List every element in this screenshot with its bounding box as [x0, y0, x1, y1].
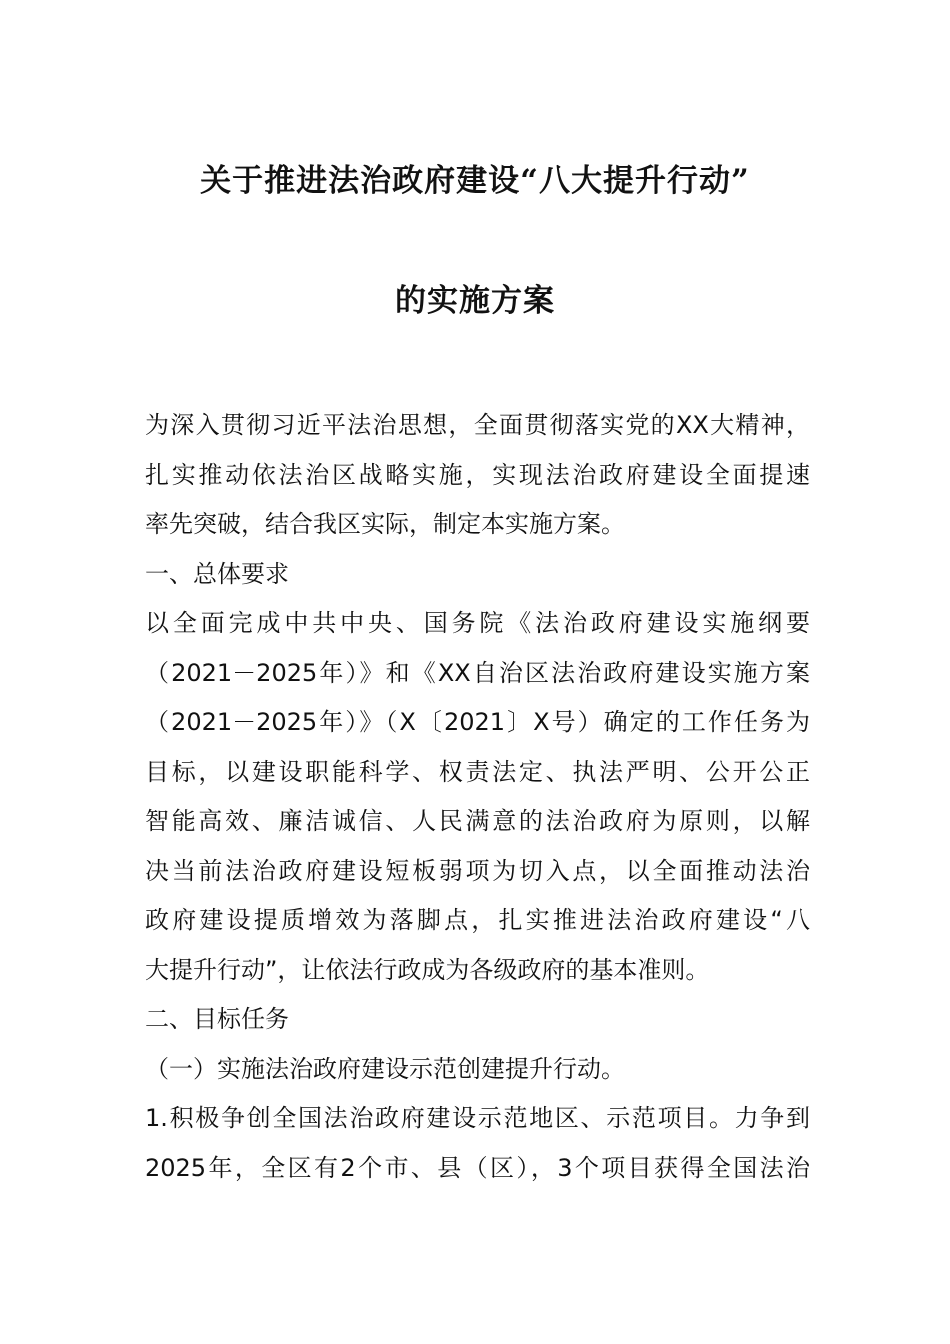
document-title-line-2: 的实施方案 [395, 283, 555, 319]
body-line-15: 1.积极争创全国法治政府建设示范地区、示范项目。力争到 [145, 1104, 810, 1132]
body-line-1: 为深入贯彻习近平法治思想，全面贯彻落实党的XX大精神， [145, 411, 810, 439]
body-line-2: 扎实推动依法治区战略实施，实现法治政府建设全面提速 [145, 460, 810, 489]
body-line-16: 2025年，全区有2个市、县（区），3个项目获得全国法治 [145, 1153, 810, 1182]
body-line-3: 率先突破，结合我区实际，制定本实施方案。 [145, 510, 625, 538]
body-line-11: 政府建设提质增效为落脚点，扎实推进法治政府建设“八 [145, 906, 810, 934]
document-title-line-1: 关于推进法治政府建设“八大提升行动” [200, 163, 750, 199]
body-line-12: 大提升行动”，让依法行政成为各级政府的基本准则。 [145, 955, 710, 984]
section-heading-2: 二、目标任务 [145, 1005, 289, 1033]
body-line-6: （2021－2025年）》和《XX自治区法治政府建设实施方案 [145, 658, 810, 687]
section-heading-1: 一、总体要求 [145, 559, 289, 588]
body-line-10: 决当前法治政府建设短板弱项为切入点，以全面推动法治 [145, 856, 810, 885]
body-line-5: 以全面完成中共中央、国务院《法治政府建设实施纲要 [145, 609, 810, 637]
body-line-9: 智能高效、廉洁诚信、人民满意的法治政府为原则，以解 [145, 807, 810, 835]
body-line-7: （2021－2025年）》（X〔2021〕X号）确定的工作任务为 [145, 708, 810, 736]
body-line-8: 目标，以建设职能科学、权责法定、执法严明、公开公正 [145, 757, 810, 786]
subsection-heading-1: （一）实施法治政府建设示范创建提升行动。 [145, 1054, 625, 1083]
document-body [145, 410, 810, 1202]
